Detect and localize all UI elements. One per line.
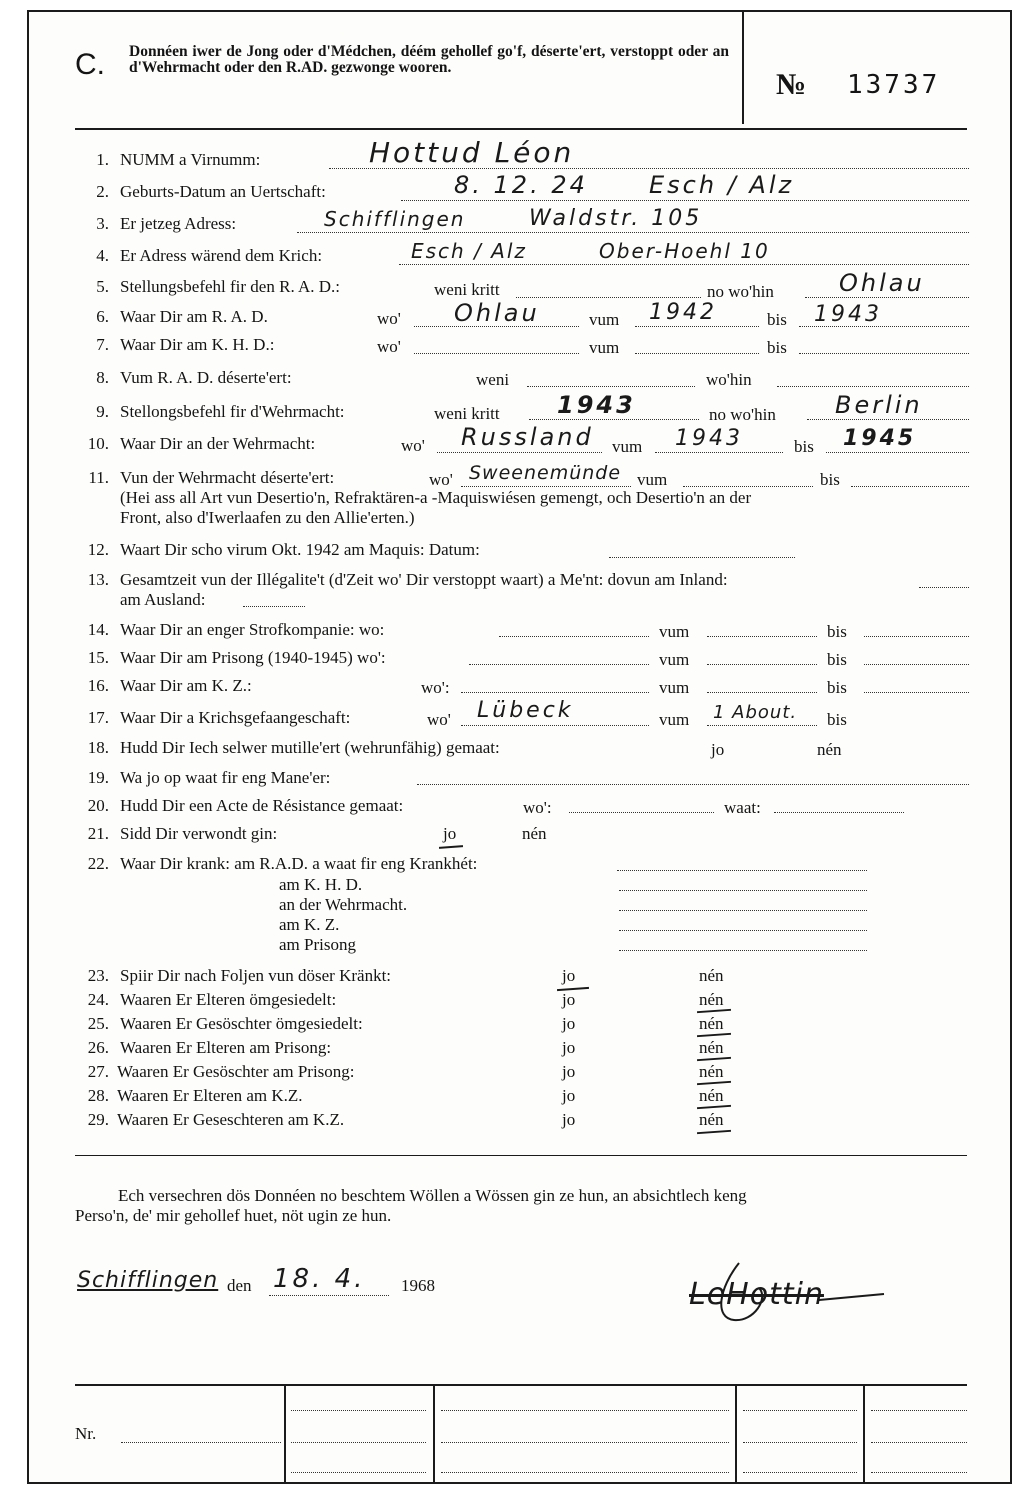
row-5-where-label: no wo'hin [707, 282, 774, 301]
row-7-wo-line [414, 353, 579, 354]
row-11-wo-line [461, 486, 631, 487]
row-21-number: 21. [87, 824, 109, 843]
row-17-wo-line [461, 725, 649, 726]
row-18-yes: jo [711, 740, 725, 759]
row-7-wo-label: wo' [377, 337, 401, 356]
row-22-sub-khd: am K. H. D. [279, 875, 363, 894]
footer-cell-line [871, 1472, 967, 1473]
footer-cell-line [743, 1442, 857, 1443]
footer-cell-line [743, 1410, 857, 1411]
row-17-wo-value: Lübeck [477, 698, 574, 723]
row-18-number: 18. [87, 738, 109, 757]
row-19-label: Wa jo op waat fir eng Mane'er: [120, 768, 331, 787]
row-22-wehrmacht-line [619, 910, 867, 911]
row-24-label: Waaren Er Elteren ömgesiedelt: [120, 990, 337, 1009]
row-4-line [399, 264, 969, 265]
signature-date: 18. 4. [273, 1264, 366, 1294]
row-6-bis-value: 1943 [814, 302, 882, 327]
declaration-line-2: Perso'n, de' mir gehollef huet, nöt ugin ze hun. [75, 1206, 392, 1225]
row-6-wo-label: wo' [377, 309, 401, 328]
row-11-vum-line [683, 486, 813, 487]
row-5-when-label: weni kritt [434, 280, 500, 299]
row-25-no: nén [699, 1014, 724, 1033]
row-26-number: 26. [87, 1038, 109, 1057]
row-14-number: 14. [87, 620, 109, 639]
row-15-label: Waar Dir am Prisong (1940-1945) wo': [120, 648, 386, 667]
row-4-label: Er Adress wärend dem Krich: [120, 246, 323, 265]
row-16-number: 16. [87, 676, 109, 695]
footer-cell-line [291, 1410, 426, 1411]
footer-cell-line [291, 1442, 426, 1443]
declaration-line-1: Ech versechren dös Donnéen no beschtem Wöllen a Wössen gin ze hun, an absichtlech keng [118, 1186, 747, 1205]
row-11-number: 11. [88, 468, 109, 487]
row-9-label: Stellongsbefehl fir d'Wehrmacht: [120, 402, 345, 421]
row-10-wo-label: wo' [401, 436, 425, 455]
signature-flourish [709, 1258, 889, 1338]
row-8-when-line [527, 386, 695, 387]
row-2-line [401, 200, 969, 201]
row-7-bis-label: bis [767, 338, 787, 357]
row-25-label: Waaren Er Gesöschter ömgesiedelt: [120, 1014, 363, 1033]
row-16-wo-label: wo': [421, 678, 450, 697]
row-13-inland-line [919, 587, 969, 588]
row-2-birth-place: Esch / Alz [649, 171, 795, 199]
row-13-label: Gesamtzeit vun der Illégalite't (d'Zeit wo' Dir verstoppt waart) a Me'nt: dovun am Inland: [120, 570, 728, 589]
row-23-number: 23. [87, 966, 109, 985]
row-11-wo-value: Sweenemünde [469, 462, 622, 484]
row-16-vum-line [707, 692, 817, 693]
row-14-bis-label: bis [827, 622, 847, 641]
row-10-wo-value: Russland [461, 423, 594, 451]
row-3-town: Schifflingen [324, 207, 466, 231]
footer-cell-line [291, 1472, 426, 1473]
footer-col-4 [863, 1386, 865, 1484]
row-22-sub-prisong: am Prisong [279, 935, 356, 954]
row-22-khd-line [619, 890, 867, 891]
row-18-label: Hudd Dir Iech selwer mutille'ert (wehrunfähig) gemaat: [120, 738, 500, 757]
row-8-when-label: weni [476, 370, 510, 389]
row-25-number: 25. [87, 1014, 109, 1033]
row-3-street: Waldstr. 105 [529, 206, 703, 231]
row-16-wo-line [461, 692, 649, 693]
row-8-label: Vum R. A. D. déserte'ert: [120, 368, 292, 387]
header-letter: C. [75, 48, 105, 81]
footer-col-3 [735, 1386, 737, 1484]
row-5-when-line [516, 297, 701, 298]
footer-col-2 [433, 1386, 435, 1484]
row-27-label: Waaren Er Gesöschter am Prisong: [117, 1062, 355, 1081]
row-28-yes: jo [562, 1086, 576, 1105]
footer-top-rule [75, 1384, 967, 1386]
row-11-bis-line [851, 486, 969, 487]
footer-cell-line [743, 1472, 857, 1473]
row-6-wo-value: Ohlau [454, 299, 540, 327]
row-1-number: 1. [96, 150, 109, 169]
row-8-where-label: wo'hin [706, 370, 752, 389]
row-12-label: Waart Dir scho virum Okt. 1942 am Maquis: Datum: [120, 540, 480, 559]
row-10-bis-line [826, 452, 969, 453]
row-21-label: Sidd Dir verwondt gin: [120, 824, 278, 843]
row-9-when-value: 1943 [557, 391, 636, 419]
row-20-wo-line [569, 812, 714, 813]
row-21-yes-mark [439, 845, 463, 849]
row-9-where-label: no wo'hin [709, 405, 776, 424]
row-3-label: Er jetzeg Adress: [120, 214, 237, 233]
row-23-yes: jo [562, 966, 576, 985]
row-8-where-line [777, 386, 969, 387]
row-29-no-mark [697, 1130, 731, 1134]
row-20-number: 20. [87, 796, 109, 815]
row-10-bis-label: bis [794, 437, 814, 456]
row-29-yes: jo [562, 1110, 576, 1129]
row-19-number: 19. [87, 768, 109, 787]
row-15-vum-line [707, 664, 817, 665]
row-20-waat-label: waat: [724, 798, 761, 817]
row-17-wo-label: wo' [427, 710, 451, 729]
row-13-ausland-label: am Ausland: [120, 590, 206, 609]
footer-cell-line [871, 1442, 967, 1443]
row-11-note-2: Front, also d'Iwerlaafen zu den Allie'erten.) [120, 508, 415, 527]
row-15-bis-label: bis [827, 650, 847, 669]
row-24-yes: jo [562, 990, 576, 1009]
row-26-no: nén [699, 1038, 724, 1057]
row-28-label: Waaren Er Elteren am K.Z. [117, 1086, 303, 1105]
row-27-yes: jo [562, 1062, 576, 1081]
row-13-ausland-line [243, 606, 305, 607]
row-10-vum-line [655, 452, 783, 453]
row-7-number: 7. [96, 335, 109, 354]
header-rule [75, 128, 967, 130]
row-11-bis-label: bis [820, 470, 840, 489]
row-5-number: 5. [96, 277, 109, 296]
row-17-vum-label: vum [659, 710, 690, 729]
row-22-prisong-line [619, 950, 867, 951]
row-1-label: NUMM a Virnumm: [120, 150, 261, 169]
row-9-when-line [529, 419, 699, 420]
row-27-number: 27. [87, 1062, 109, 1081]
row-5-where-value: Ohlau [839, 269, 925, 297]
row-22-rad-line [617, 870, 867, 871]
row-11-label: Vun der Wehrmacht déserte'ert: [120, 468, 335, 487]
row-14-bis-line [864, 636, 969, 637]
row-6-vum-line [635, 326, 759, 327]
footer-cell-line [441, 1442, 729, 1443]
signature-den-label: den [227, 1276, 252, 1295]
row-28-number: 28. [87, 1086, 109, 1105]
row-2-birth-date: 8. 12. 24 [454, 171, 588, 199]
row-3-line [297, 232, 969, 233]
row-6-vum-label: vum [589, 310, 620, 329]
row-22-label: Waar Dir krank: am R.A.D. a waat fir eng Krankhét: [120, 854, 478, 873]
row-23-label: Spiir Dir nach Foljen vun döser Kränkt: [120, 966, 392, 985]
row-22-kz-line [619, 930, 867, 931]
registration-form [27, 10, 1012, 1484]
number-sign: № [776, 68, 807, 101]
row-16-bis-line [864, 692, 969, 693]
row-12-line [609, 557, 795, 558]
row-6-bis-label: bis [767, 310, 787, 329]
row-22-sub-wehrmacht: an der Wehrmacht. [279, 895, 408, 914]
form-number: 13737 [847, 70, 941, 100]
row-21-yes: jo [443, 824, 457, 843]
footer-cell-line [871, 1410, 967, 1411]
footer-nr-line [121, 1442, 281, 1443]
row-26-label: Waaren Er Elteren am Prisong: [120, 1038, 332, 1057]
footer-nr-label: Nr. [75, 1424, 97, 1443]
row-2-label: Geburts-Datum an Uertschaft: [120, 182, 326, 201]
row-3-number: 3. [96, 214, 109, 233]
row-10-number: 10. [87, 434, 109, 453]
row-15-number: 15. [87, 648, 109, 667]
row-17-label: Waar Dir a Krichsgefaangeschaft: [120, 708, 351, 727]
row-10-label: Waar Dir an der Wehrmacht: [120, 434, 316, 453]
row-23-no: nén [699, 966, 724, 985]
row-14-wo-line [499, 636, 649, 637]
row-29-no: nén [699, 1110, 724, 1129]
row-2-number: 2. [96, 182, 109, 201]
row-6-label: Waar Dir am R. A. D. [120, 307, 268, 326]
row-17-vum-value: 1 About. [713, 702, 798, 723]
row-9-when-label: weni kritt [434, 404, 500, 423]
row-16-bis-label: bis [827, 678, 847, 697]
row-7-bis-line [799, 353, 969, 354]
section-divider [75, 1155, 967, 1156]
row-19-line [417, 784, 969, 785]
row-10-vum-label: vum [612, 437, 643, 456]
row-6-vum-value: 1942 [649, 300, 717, 325]
row-20-label: Hudd Dir een Acte de Résistance gemaat: [120, 796, 404, 815]
row-5-label: Stellungsbefehl fir den R. A. D.: [120, 277, 341, 296]
row-5-where-line [805, 297, 969, 298]
row-1-name: Hottud Léon [369, 136, 575, 169]
footer-col-1 [284, 1386, 286, 1484]
signature-year: 1968 [401, 1276, 435, 1295]
footer-cell-line [441, 1410, 729, 1411]
row-7-label: Waar Dir am K. H. D.: [120, 335, 275, 354]
row-11-vum-label: vum [637, 470, 668, 489]
signature: LeHottin [689, 1277, 824, 1312]
header-description: Donnéen iwer de Jong oder d'Médchen, déém gehollef go'f, déserte'ert, verstoppt oder an d'Wehrmacht oder den R.AD. gezwonge wooren. [129, 43, 729, 76]
header-divider [742, 12, 744, 124]
row-22-number: 22. [87, 854, 109, 873]
row-10-wo-line [437, 452, 602, 453]
row-13-number: 13. [87, 570, 109, 589]
row-22-sub-kz: am K. Z. [279, 915, 340, 934]
footer-cell-line [441, 1472, 729, 1473]
row-20-waat-line [774, 812, 904, 813]
row-7-vum-line [635, 353, 759, 354]
row-12-number: 12. [87, 540, 109, 559]
row-10-bis-value: 1945 [843, 426, 917, 451]
row-29-label: Waaren Er Geseschteren am K.Z. [117, 1110, 345, 1129]
row-4-town: Esch / Alz [411, 239, 527, 263]
row-26-yes: jo [562, 1038, 576, 1057]
row-15-vum-label: vum [659, 650, 690, 669]
row-24-no: nén [699, 990, 724, 1009]
row-15-wo-line [469, 664, 649, 665]
row-6-number: 6. [96, 307, 109, 326]
row-7-vum-label: vum [589, 338, 620, 357]
row-28-no: nén [699, 1086, 724, 1105]
row-21-no: nén [522, 824, 547, 843]
row-14-vum-label: vum [659, 622, 690, 641]
row-24-number: 24. [87, 990, 109, 1009]
row-27-no: nén [699, 1062, 724, 1081]
row-4-number: 4. [96, 246, 109, 265]
row-9-where-line [807, 419, 969, 420]
row-29-number: 29. [87, 1110, 109, 1129]
row-14-vum-line [707, 636, 817, 637]
row-14-label: Waar Dir an enger Strofkompanie: wo: [120, 620, 385, 639]
signature-place: Schifflingen [77, 1268, 219, 1293]
row-17-number: 17. [87, 708, 109, 727]
row-16-vum-label: vum [659, 678, 690, 697]
row-20-wo-label: wo': [523, 798, 552, 817]
row-4-street: Ober-Hoehl 10 [599, 239, 770, 263]
row-8-number: 8. [96, 368, 109, 387]
signature-date-line [269, 1295, 389, 1296]
row-9-number: 9. [96, 402, 109, 421]
row-11-note-1: (Hei ass all Art vun Desertio'n, Refraktären-a -Maquiswiésen gemengt, och Desertio'n an der [120, 488, 752, 507]
row-16-label: Waar Dir am K. Z.: [120, 676, 252, 695]
row-17-bis-label: bis [827, 710, 847, 729]
row-18-no: nén [817, 740, 842, 759]
row-25-yes: jo [562, 1014, 576, 1033]
row-10-vum-value: 1943 [675, 426, 743, 451]
row-11-wo-label: wo' [429, 470, 453, 489]
row-15-bis-line [864, 664, 969, 665]
row-9-where-value: Berlin [835, 391, 923, 419]
